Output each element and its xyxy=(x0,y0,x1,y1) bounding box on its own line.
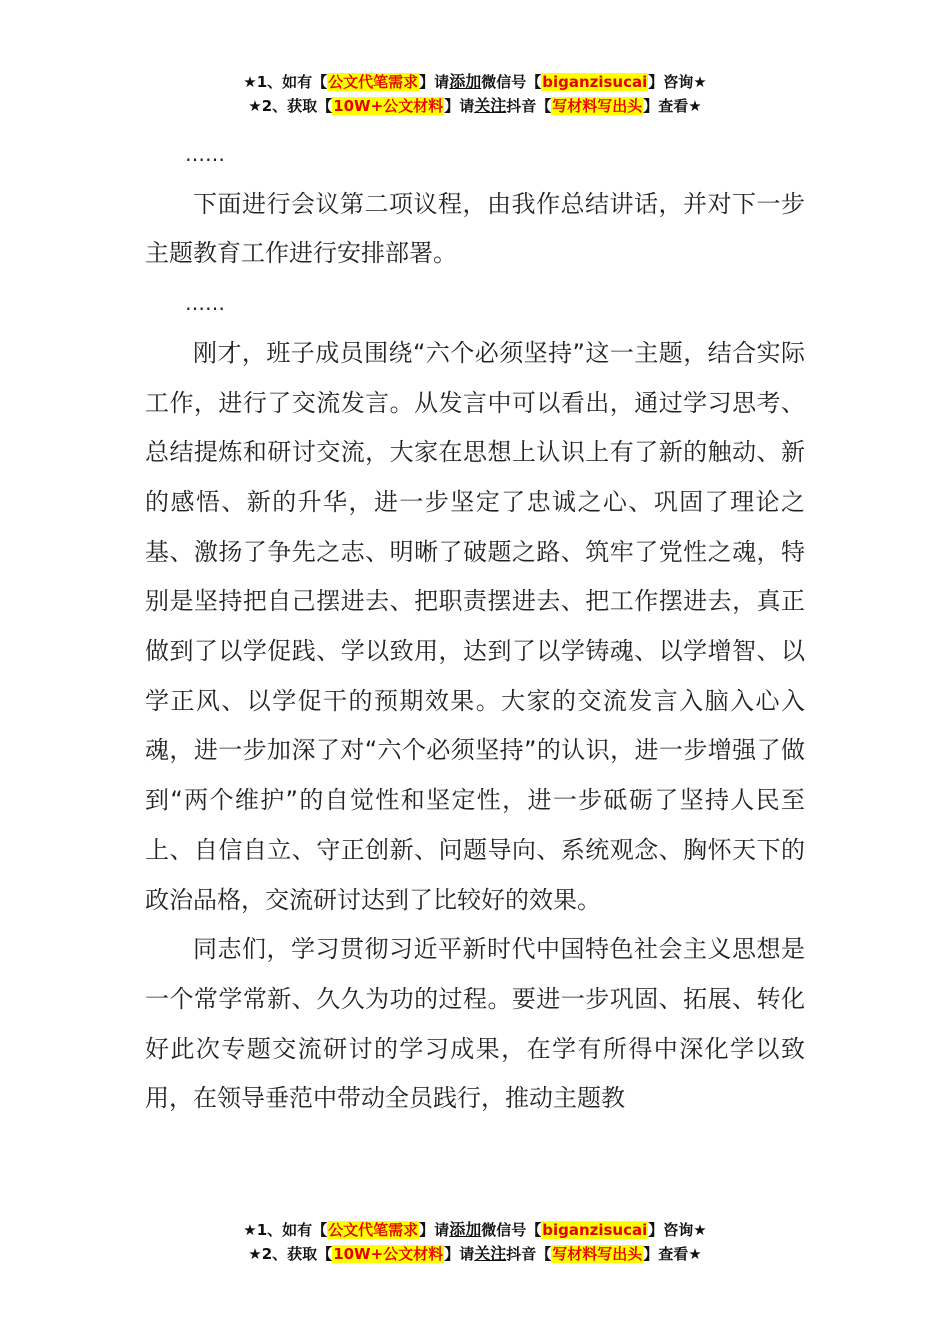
banner-text: ★2、获取【 xyxy=(248,1245,333,1263)
banner-text: ★2、获取【 xyxy=(248,97,333,115)
banner-line-1 xyxy=(0,70,950,94)
footer-banner xyxy=(0,1218,950,1266)
banner-emphasis: 添加 xyxy=(449,1220,482,1239)
banner-line-2 xyxy=(0,94,950,118)
banner-text: 】请 xyxy=(444,1245,475,1263)
banner-text: 】请 xyxy=(419,73,450,91)
banner-highlight: 公文代笔需求 xyxy=(328,73,419,91)
ellipsis-paragraph: …… xyxy=(185,142,225,166)
document-body xyxy=(145,130,805,1124)
banner-text: 抖音【 xyxy=(506,1245,552,1263)
header-banner xyxy=(0,70,950,118)
banner-douyin-id: 写材料写出头 xyxy=(552,1245,643,1263)
banner-text: 】咨询★ xyxy=(648,73,707,91)
banner-text: 】咨询★ xyxy=(648,1221,707,1239)
banner-emphasis: 关注 xyxy=(474,1244,507,1263)
banner-text: 微信号【 xyxy=(481,1221,542,1239)
banner-line-1 xyxy=(0,1218,950,1242)
ellipsis-paragraph: …… xyxy=(185,291,225,316)
body-paragraph: 刚才，班子成员围绕“六个必须坚持”这一主题，结合实际工作，进行了交流发言。从发言中可以看出，通过学习思考、总结提炼和研讨交流，大家在思想上认识上有了新的触动、新的感悟、新的升华，进一步坚定了忠诚之心、巩固了理论之基、激扬了争先之志、明晰了破题之路、筑牢了党性之魂，特别是坚持把自己摆进去、把职责摆进去、把工作摆进去，真正做到了以学促践、学以致用，达到了以学铸魂、以学增智、以学正风、以学促干的预期效果。大家的交流发言入脑入心入魂，进一步加深了对“六个必须坚持”的认识，进一步增强了做到“两个维护”的自觉性和坚定性，进一步砥砺了坚持人民至上、自信自立、守正创新、问题导向、系统观念、胸怀天下的政治品格，交流研讨达到了比较好的效果。 xyxy=(145,338,805,914)
banner-wechat-id: biganzisucai xyxy=(542,73,648,91)
banner-text: 】查看★ xyxy=(643,1245,702,1263)
banner-wechat-id: biganzisucai xyxy=(542,1221,648,1239)
banner-douyin-id: 写材料写出头 xyxy=(552,97,643,115)
banner-text: 】查看★ xyxy=(643,97,702,115)
banner-highlight: 10W+公文材料 xyxy=(333,1245,444,1263)
banner-text: 】请 xyxy=(419,1221,450,1239)
body-paragraph: 同志们，学习贯彻习近平新时代中国特色社会主义思想是一个常学常新、久久为功的过程。要进一步巩固、拓展、转化好此次专题交流研讨的学习成果，在学有所得中深化学以致用，在领导垂范中带动全员践行，推动主题教 xyxy=(145,935,805,1113)
banner-text: ★1、如有【 xyxy=(243,1221,328,1239)
banner-line-2 xyxy=(0,1242,950,1266)
banner-text: ★1、如有【 xyxy=(243,73,328,91)
banner-text: 微信号【 xyxy=(481,73,542,91)
banner-text: 】请 xyxy=(444,97,475,115)
banner-emphasis: 添加 xyxy=(449,72,482,91)
banner-highlight: 公文代笔需求 xyxy=(328,1221,419,1239)
banner-highlight: 10W+公文材料 xyxy=(333,97,444,115)
banner-emphasis: 关注 xyxy=(474,96,507,115)
body-paragraph: 下面进行会议第二项议程，由我作总结讲话，并对下一步主题教育工作进行安排部署。 xyxy=(145,189,805,268)
banner-text: 抖音【 xyxy=(506,97,552,115)
